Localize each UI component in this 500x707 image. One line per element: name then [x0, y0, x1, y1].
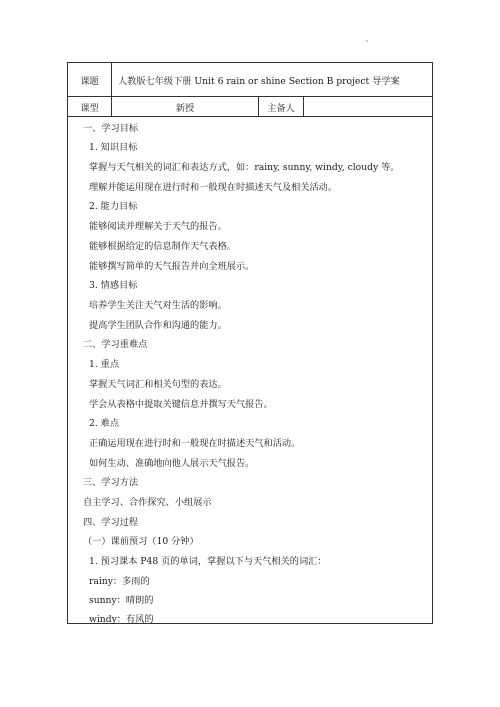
type-label: 课型	[68, 97, 112, 117]
section-1-2-heading: 2. 能力目标	[89, 201, 138, 212]
decorative-dot	[366, 40, 368, 42]
section-1-2-line-c: 能够撰写简单的天气报告并向全班展示。	[89, 261, 255, 272]
section-1-1-heading: 1. 知识目标	[89, 142, 138, 153]
topic-row	[68, 63, 433, 97]
section-1-2-line-a: 能够阅读并理解关于天气的报告。	[89, 221, 227, 232]
section-2-1-line-a: 掌握天气词汇和相关句型的表达。	[89, 379, 227, 390]
section-3-title: 三、学习方法	[83, 477, 139, 488]
section-1-1-line-a: 掌握与天气相关的词汇和表达方式，如：rainy, sunny, windy, cloudy 等。	[89, 162, 400, 173]
lesson-plan-table	[67, 62, 433, 624]
content-row	[68, 117, 433, 624]
section-1-3-heading: 3. 情感目标	[89, 280, 138, 291]
section-2-2-heading: 2. 难点	[89, 418, 120, 429]
topic-label: 课题	[68, 63, 112, 97]
vocab-rainy: rainy：多雨的	[89, 576, 150, 587]
section-2-2-line-a: 正确运用现在进行时和一般现在时描述天气和活动。	[89, 438, 301, 449]
preparer-value	[304, 97, 433, 117]
section-1-3-line-a: 培养学生关注天气对生活的影响。	[89, 300, 227, 311]
type-row	[68, 97, 433, 117]
section-4-1-line-a: 1. 预习课本 P48 页的单词，掌握以下与天气相关的词汇：	[89, 556, 327, 567]
section-1-3-line-b: 提高学生团队合作和沟通的能力。	[89, 320, 227, 331]
section-2-2-line-b: 如何生动、准确地向他人展示天气报告。	[89, 458, 255, 469]
preparer-label: 主备人	[259, 97, 304, 117]
vocab-windy: windy：有风的	[89, 614, 154, 625]
section-3-line-a: 自主学习、合作探究、小组展示	[83, 497, 212, 508]
content-cell	[68, 117, 433, 624]
section-2-1-line-b: 学会从表格中提取关键信息并撰写天气报告。	[89, 399, 273, 410]
section-2-title: 二、学习重难点	[83, 339, 148, 350]
section-1-title: 一、学习目标	[83, 123, 139, 134]
vocab-sunny: sunny：晴朗的	[89, 595, 154, 606]
section-2-1-heading: 1. 重点	[89, 359, 120, 370]
section-4-1-heading: （一）课前预习（10 分钟）	[83, 536, 199, 547]
topic-value: 人教版七年级下册 Unit 6 rain or shine Section B project 导学案	[112, 63, 433, 97]
section-4-title: 四、学习过程	[83, 517, 139, 528]
section-1-2-line-b: 能够根据给定的信息制作天气表格。	[89, 241, 236, 252]
section-1-1-line-b: 理解并能运用现在进行时和一般现在时描述天气及相关活动。	[89, 182, 338, 193]
type-value: 新授	[112, 97, 259, 117]
